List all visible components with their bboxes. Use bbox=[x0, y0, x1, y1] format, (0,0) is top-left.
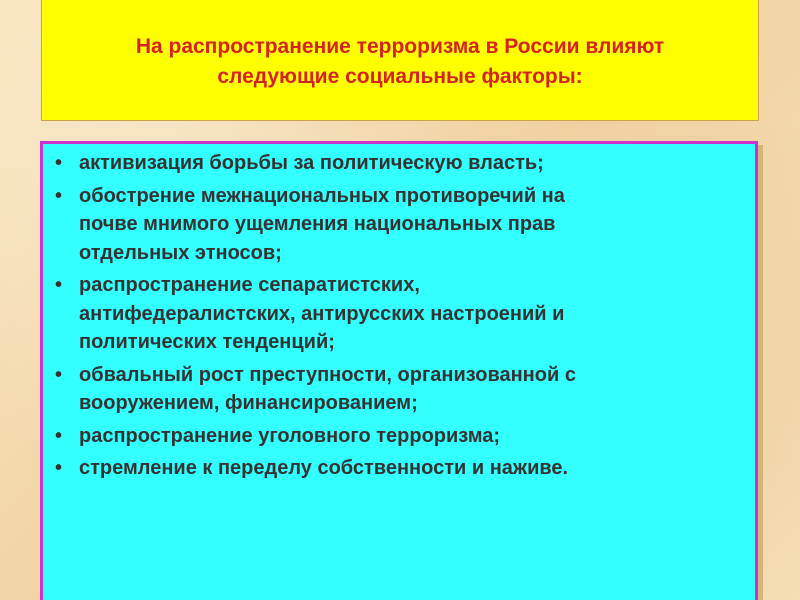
bullet-item-3 bbox=[53, 271, 743, 357]
bullet-item-4-line-1: обвальный рост преступности, организованной с bbox=[79, 363, 576, 386]
bullet-item-5 bbox=[53, 422, 743, 451]
slide-title-line-2: следующие социальные факторы: bbox=[217, 65, 583, 88]
bullet-item-4 bbox=[53, 361, 743, 418]
bullet-item-2 bbox=[53, 182, 743, 268]
slide-title-line-1: На распространение терроризма в России влияют bbox=[135, 35, 665, 58]
bullet-item-3-line-2: антифедералистских, антирусских настроений и bbox=[79, 302, 565, 325]
bullet-dot-icon: • bbox=[55, 424, 63, 447]
bullet-item-2-line-2: почве мнимого ущемления национальных прав bbox=[79, 213, 556, 235]
bullet-item-3-line-1: распространение сепаратистских, bbox=[79, 274, 420, 296]
bullet-list bbox=[53, 149, 743, 487]
bullet-item-4-line-2: вооружением, финансированием; bbox=[79, 392, 418, 414]
bullet-dot-icon: • bbox=[55, 184, 63, 207]
bullet-dot-icon: • bbox=[55, 363, 63, 386]
bullet-dot-icon: • bbox=[55, 457, 63, 479]
bullet-item-2-line-1: обострение межнациональных противоречий на bbox=[79, 184, 565, 207]
bullet-item-5-line-1: распространение уголовного терроризма; bbox=[79, 424, 501, 447]
title-box bbox=[41, 0, 759, 121]
bullet-item-6 bbox=[53, 454, 743, 483]
bullet-item-1-line-1: активизация борьбы за политическую власть; bbox=[79, 152, 544, 174]
content-box bbox=[40, 141, 758, 600]
bullet-item-3-line-3: политических тенденций; bbox=[79, 331, 335, 353]
bullet-item-1 bbox=[53, 149, 743, 178]
bullet-dot-icon: • bbox=[55, 274, 63, 296]
slide-title bbox=[116, 32, 684, 92]
bullet-item-2-line-3: отдельных этносов; bbox=[79, 241, 282, 264]
bullet-item-6-line-1: стремление к переделу собственности и наживе. bbox=[79, 457, 569, 479]
bullet-dot-icon: • bbox=[55, 152, 63, 174]
